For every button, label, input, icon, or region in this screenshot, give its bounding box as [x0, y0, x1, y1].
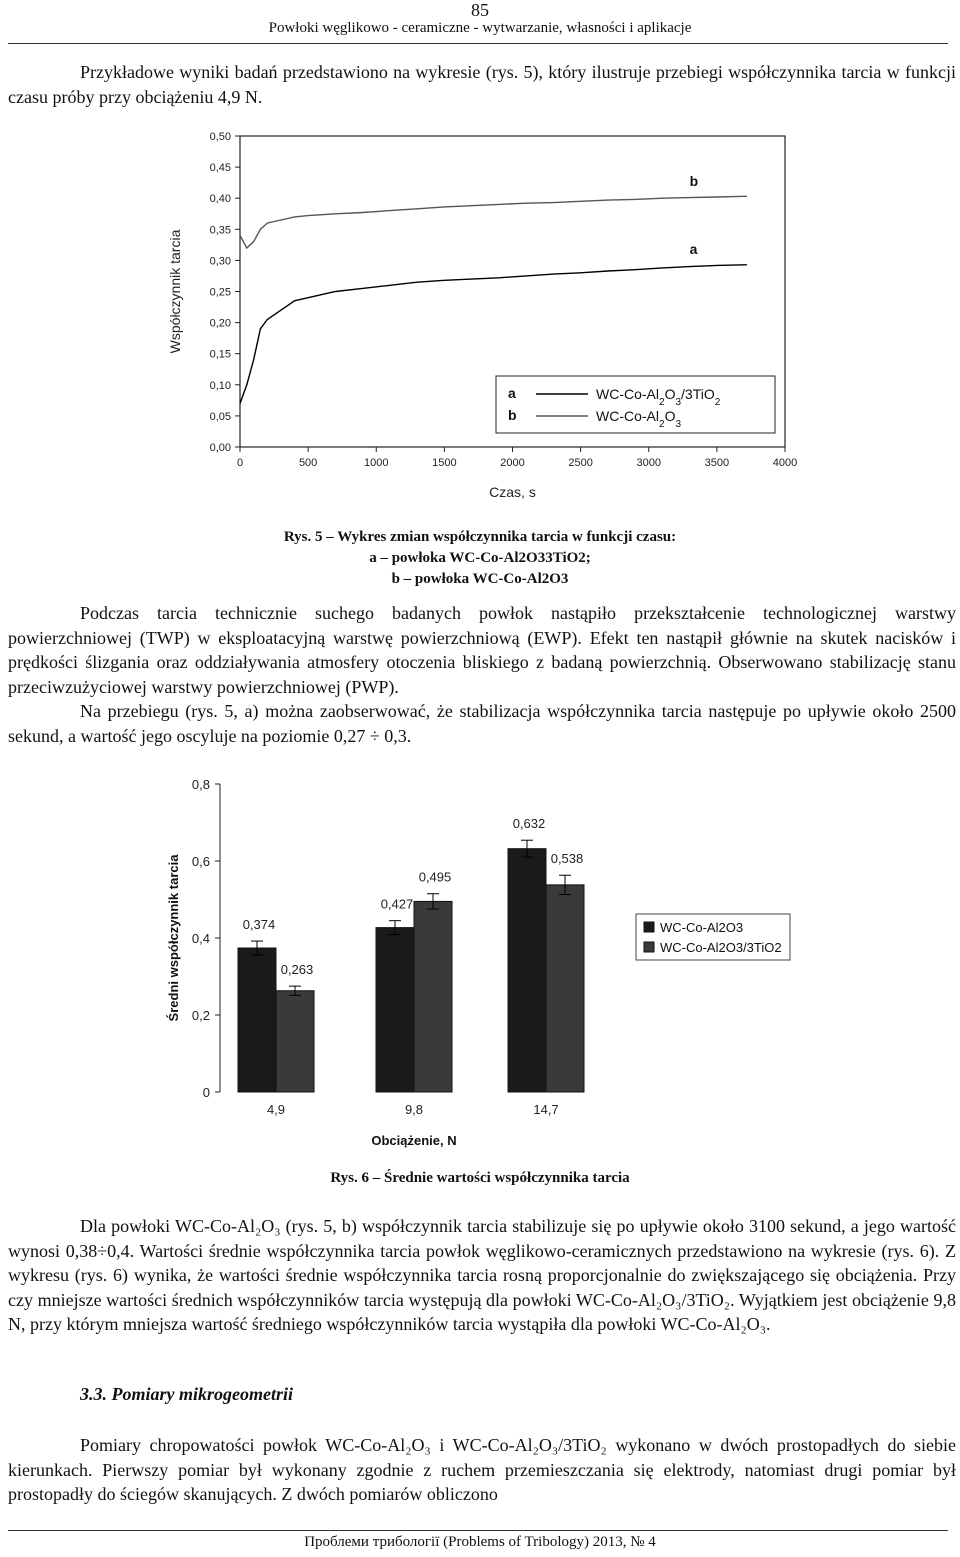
- bar: [238, 948, 276, 1092]
- figure-6-caption: Rys. 6 – Średnie wartości współczynnika tarcia: [330, 1170, 630, 1186]
- x-tick-label: 9,8: [404, 1102, 424, 1117]
- bar-chart-plot: [166, 777, 790, 1148]
- legend-label: $WC-Co-Al_2O_3/3TiO_2$: [596, 386, 721, 408]
- y-tick-label: 0,20: [209, 317, 231, 330]
- paragraph-3: [8, 1433, 956, 1507]
- legend-label: WC-Co-Al2O3: [660, 920, 744, 935]
- figure-5-caption-line-3: b – powłoka WC-Co-Al2O3: [391, 571, 569, 587]
- series-annotation: b: [689, 172, 699, 189]
- intro-text: Przykładowe wyniki badań przedstawiono na wykresie (rys. 5), który ilustruje przebiegi współczynnika tarcia w funkcji czasu próby przy obciążeniu 4,9 N.: [8, 62, 956, 107]
- legend-label: $WC-Co-Al_2O_3$: [596, 408, 682, 430]
- data-label: 0,495: [418, 869, 452, 885]
- data-label: 0,632: [512, 816, 546, 832]
- x-axis-label: Czas, s: [489, 484, 536, 500]
- footer-rule: [8, 1530, 948, 1531]
- x-axis-label: Obciążenie, N: [371, 1133, 457, 1148]
- running-title: Powłoki węglikowo - ceramiczne - wytwarzanie, własności i aplikacje: [268, 20, 692, 36]
- y-tick-label: 0,05: [209, 410, 231, 423]
- legend-label: WC-Co-Al2O3/3TiO2: [660, 940, 782, 955]
- x-tick-label: 2000: [500, 457, 525, 469]
- y-tick-label: 0,2: [191, 1008, 210, 1023]
- bar: [276, 991, 314, 1092]
- y-tick-label: 0,6: [191, 854, 210, 869]
- y-tick-label: 0,10: [209, 379, 231, 392]
- section-heading: 3.3. Pomiary mikrogeometrii: [80, 1384, 293, 1404]
- x-tick-label: 0: [236, 457, 244, 469]
- y-tick-label: 0,40: [209, 193, 231, 206]
- figure-5-caption-line-2: a – powłoka WC-Co-Al2O33TiO2;: [369, 550, 591, 566]
- line-chart-plot: [167, 131, 797, 500]
- x-tick-label: 3000: [636, 457, 661, 469]
- legend-key: b: [508, 407, 517, 423]
- y-tick-label: 0,00: [209, 442, 231, 454]
- paragraph-1: [8, 601, 956, 748]
- data-label: 0,538: [550, 851, 584, 867]
- y-tick-label: 0,15: [209, 348, 231, 361]
- paragraph-1-b: Na przebiegu (rys. 5, a) można zaobserwować, że stabilizacja współczynnika tarcia następuje po upływie około 2500 sekund, a wartość jego oscyluje na poziomie 0,27 ÷ 0,3.: [8, 701, 956, 746]
- header-rule: [8, 43, 948, 44]
- x-tick-label: 1500: [432, 457, 457, 469]
- y-tick-label: 0,35: [209, 224, 231, 237]
- line-chart-legend: [496, 376, 775, 433]
- y-tick-label: 0,25: [209, 286, 231, 299]
- x-tick-label: 500: [298, 457, 318, 469]
- x-tick-label: 4,9: [266, 1102, 286, 1117]
- series-annotation: a: [689, 241, 698, 258]
- y-tick-label: 0,30: [209, 255, 231, 268]
- y-tick-label: 0,4: [191, 931, 210, 946]
- x-tick-label: 1000: [364, 457, 389, 469]
- y-tick-label: 0,45: [209, 162, 231, 175]
- y-tick-label: 0: [202, 1085, 210, 1100]
- bar: [508, 849, 546, 1092]
- figure-5-caption: [0, 527, 960, 590]
- y-axis-label: Średni współczynnik tarcia: [166, 854, 181, 1022]
- data-label: 0,427: [380, 896, 414, 912]
- x-tick-label: 2500: [568, 457, 593, 469]
- figure-5-caption-line-1: Rys. 5 – Wykres zmian współczynnika tarcia w funkcji czasu:: [283, 529, 677, 545]
- legend-key: a: [508, 385, 516, 401]
- x-tick-label: 4000: [772, 457, 798, 469]
- legend-swatch: [644, 922, 654, 932]
- bar: [376, 928, 414, 1092]
- paragraph-2: [8, 1214, 956, 1337]
- legend-swatch: [644, 942, 654, 952]
- intro-paragraph: [8, 60, 956, 109]
- figure-5-line-chart: [150, 118, 830, 513]
- data-label: 0,374: [242, 917, 276, 933]
- y-tick-label: 0,8: [191, 777, 210, 792]
- bar: [546, 885, 584, 1092]
- y-axis-label: Współczynnik tarcia: [167, 229, 183, 354]
- y-tick-label: 0,50: [209, 131, 231, 143]
- page-number: 85: [471, 0, 489, 20]
- data-label: 0,263: [280, 962, 314, 978]
- bar: [414, 901, 452, 1092]
- page-footer: Проблеми трибології (Problems of Tribology) 2013, № 4: [304, 1534, 656, 1550]
- paragraph-3-text: Pomiary chropowatości powłok WC-Co-Al₂O₃ i WC-Co-Al₂O₃/3TiO₂ wykonano w dwóch prostopadłych do siebie kierunkach. Pierwszy pomiar był wykonany zgodnie z ruchem przemieszczania się elektrody, natomiast drugi pomiar był prostopadły do ściegów skanujących. Z dwóch pomiarów obliczono: [8, 1435, 956, 1504]
- paragraph-1-a: Podczas tarcia technicznie suchego badanych powłok nastąpiło przekształcenie technologicznej warstwy powierzchniowej (TWP) w eksploatacyjną warstwę powierzchniową (EWP). Efekt ten nastąpił głównie na skutek nacisków i prędkości ślizgania oraz oddziaływania atmosfery otoczenia bliskiego z badaną powierzchnią. Obserwowano stabilizację stanu przeciwzużyciowej warstwy powierzchniowej (PWP).: [8, 603, 956, 697]
- figure-6-bar-chart: [150, 768, 810, 1153]
- x-tick-label: 3500: [704, 457, 730, 469]
- paragraph-2-text: Dla powłoki WC-Co-Al₂O₃ (rys. 5, b) współczynnik tarcia stabilizuje się po upływie około 3100 sekund, a jego wartość wynosi 0,38÷0,4. Wartości średnie współczynnika tarcia powłok węglikowo-ceramicznych przedstawiono na wykresie (rys. 6). Z wykresu (rys. 6) wynika, że wartości średnie współczynnika tarcia rosną proporcjonalnie do zwiększającego się obciążenia. Przy czy mniejsze wartości średnich współczynników tarcia występują dla powłoki WC-Co-Al₂O₃/3TiO₂. Wyjątkiem jest obciążenie 9,8 N, przy którym mniejsza wartość średniego współczynników tarcia wystąpiła dla powłoki WC-Co-Al₂O₃.: [8, 1216, 956, 1334]
- series-line-b: [240, 196, 747, 248]
- x-tick-label: 14,7: [533, 1102, 559, 1117]
